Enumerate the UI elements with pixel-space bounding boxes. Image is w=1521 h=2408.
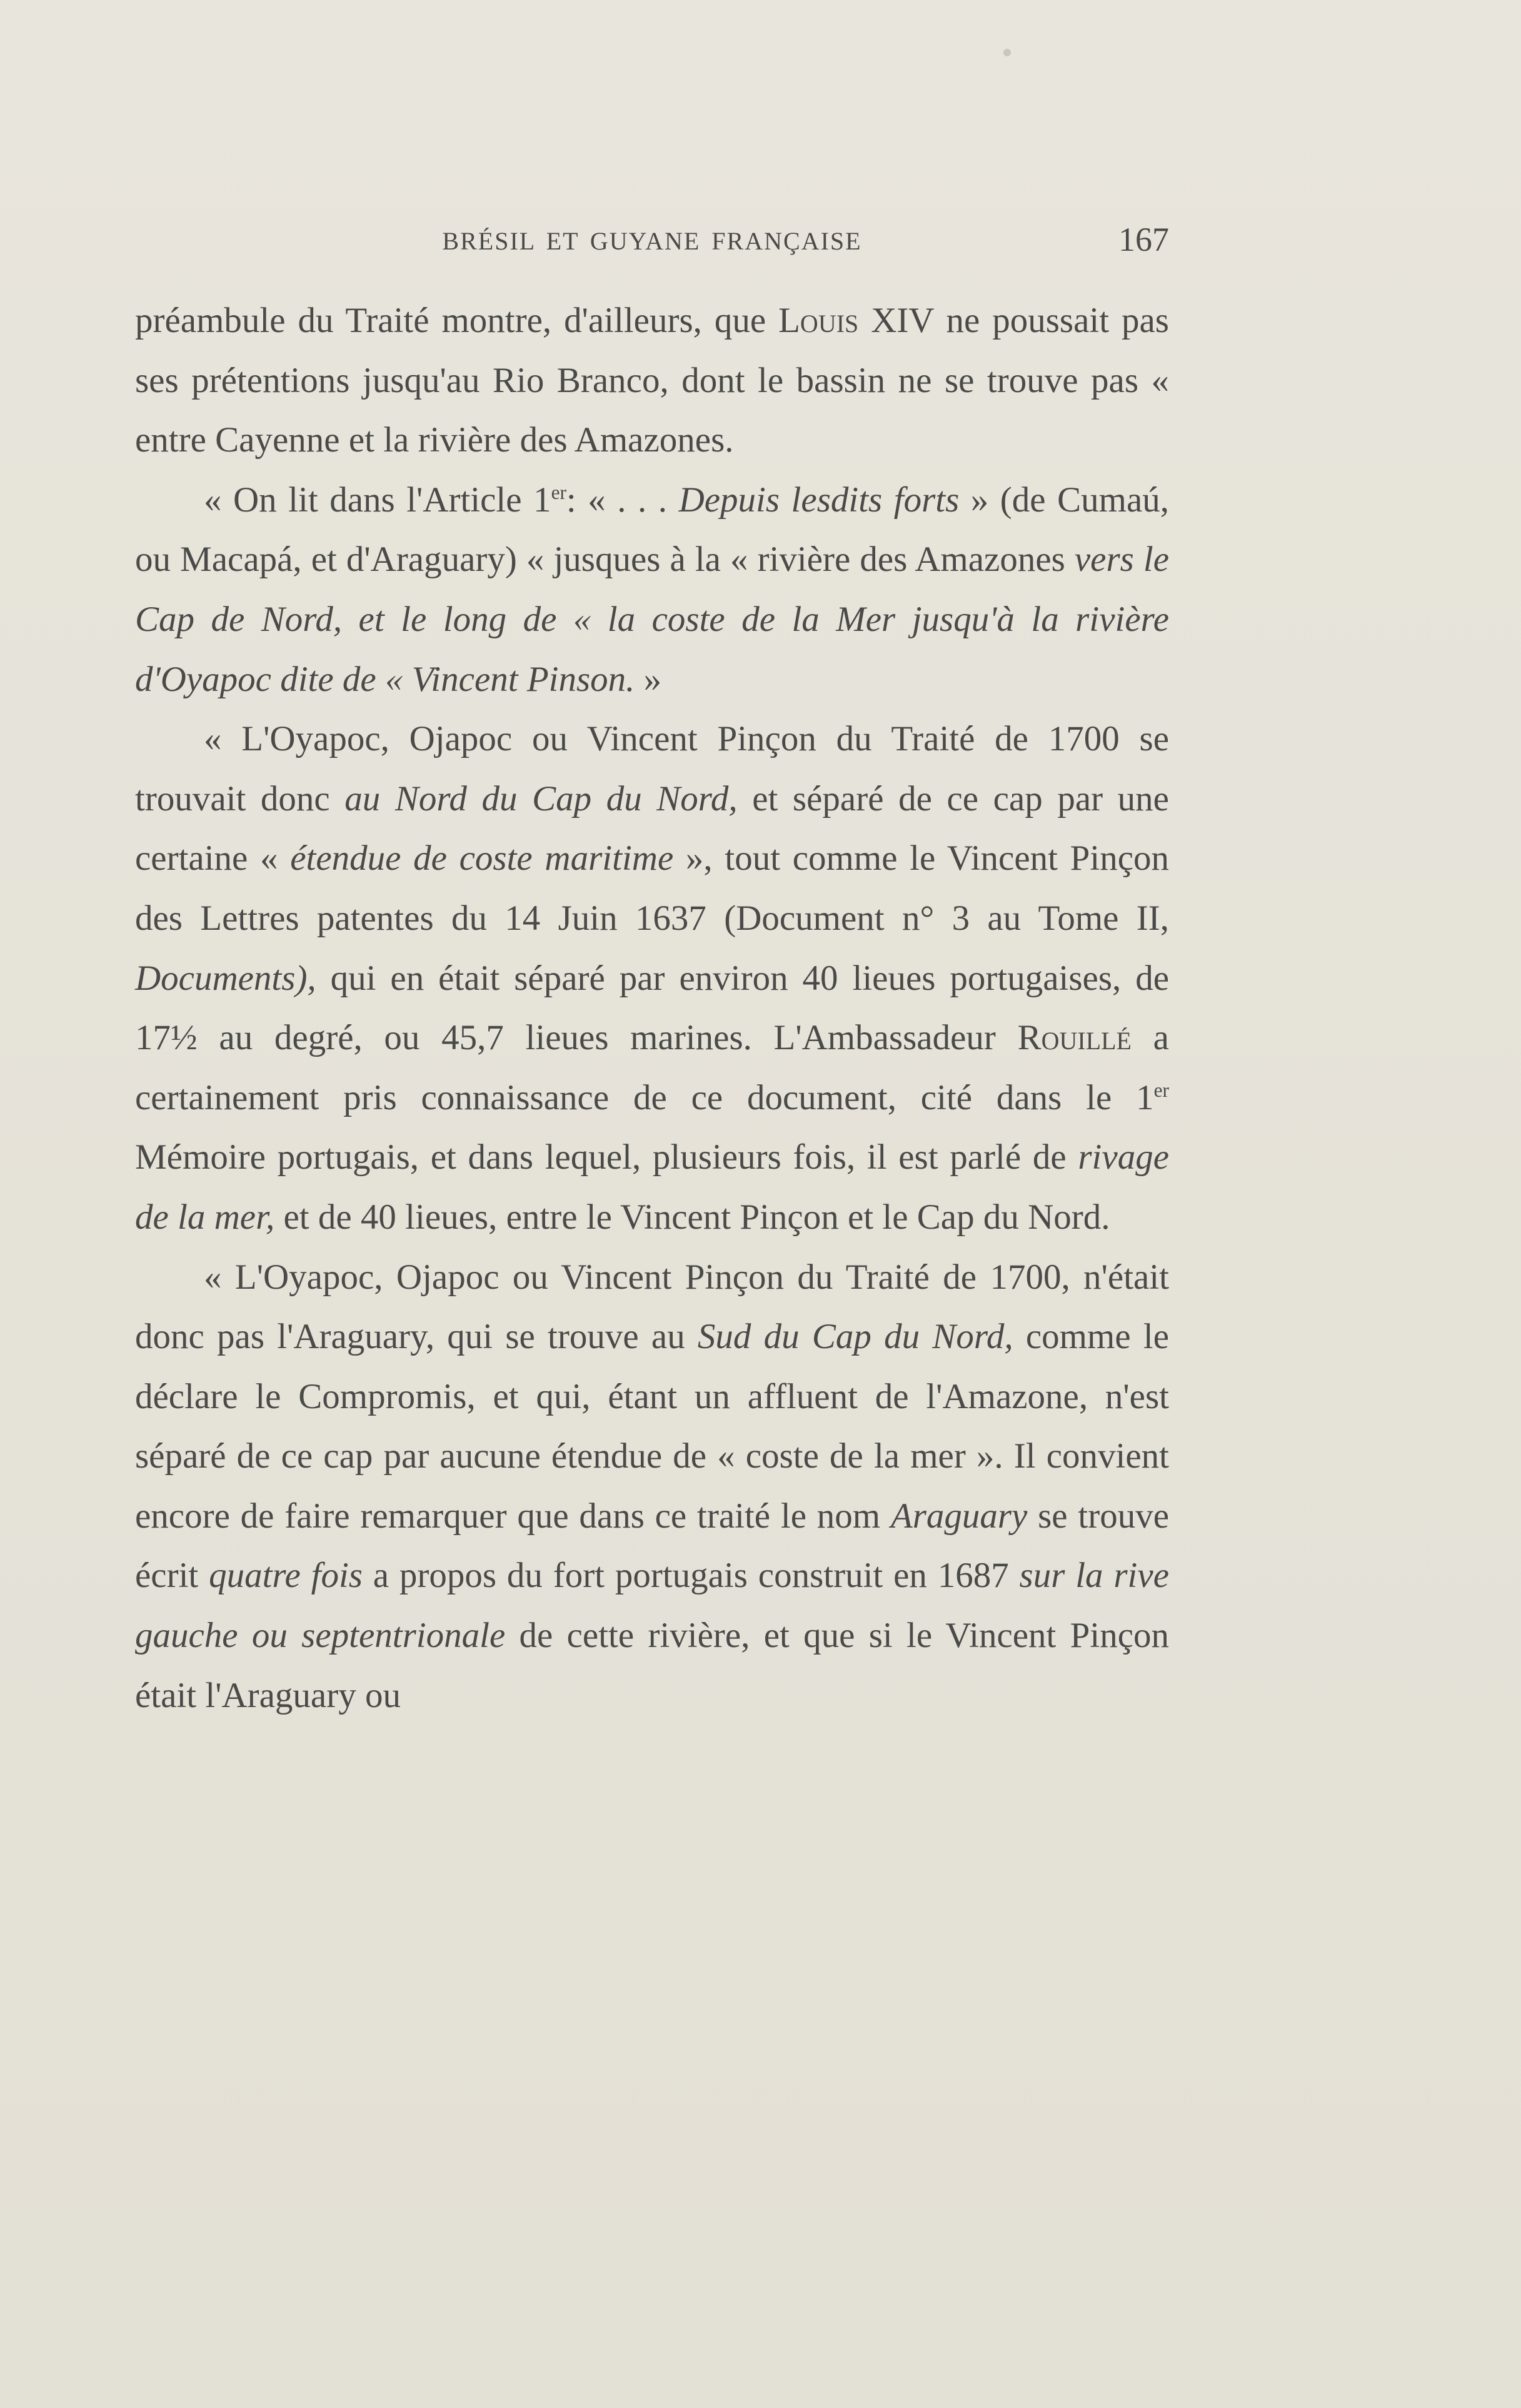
text-run: préambule du Traité montre, d'ailleurs, que [135,301,779,340]
italic-run: sur la rive gauche ou septentrionale [135,1556,1169,1656]
paragraph-4 [135,1247,1169,1726]
text-run: se trouve écrit [135,1496,1169,1596]
italic-run: au Nord du Cap du Nord, [344,778,738,819]
italic-run: Sud du Cap du Nord, [697,1317,1013,1357]
paragraph-2 [135,470,1169,709]
paragraph-1 [135,291,1169,470]
text-run: et de 40 lieues, entre le Vincent Pinçon et le Cap du Nord. [274,1197,1110,1237]
text-run: « L'Oyapoc, Ojapoc ou Vincent Pinçon du Traité de 1700 se trouvait donc [135,719,1169,819]
text-run: de cette rivière, et que si le Vincent Pinçon était l'Araguary ou [135,1616,1169,1715]
paragraph-3 [135,709,1169,1247]
italic-run: Documents), [135,958,316,998]
name-louis: Louis [778,301,859,340]
text-run: XIV ne poussait pas ses prétentions jusqu'au Rio Branco, dont le bassin ne se trouve pas « entre Cayenne et la rivière des Amazones. [135,301,1169,460]
name-rouille: Rouillé [1017,1018,1132,1058]
italic-run: quatre fois [209,1556,363,1596]
italic-run: vers le Cap de Nord, et le long de « la coste de la Mer jusqu'à la rivière d'Oyapoc dite de « Vincent Pinson. [135,540,1170,699]
text-run: Mémoire portugais, et dans lequel, plusieurs fois, il est parlé de [135,1137,1078,1177]
text-run: et séparé de ce cap par une certaine « [135,778,1169,879]
text-run: a certainement pris connaissance de ce document, cité dans le 1 [135,1018,1169,1117]
italic-run: Depuis lesdits forts [678,480,960,520]
running-header [135,220,1169,264]
italic-run: rivage de la mer, [135,1137,1169,1237]
superscript: er [551,481,566,503]
body-text [135,291,1169,1725]
page-number: 167 [1118,221,1169,258]
running-title: BRÉSIL ET GUYANE FRANÇAISE [442,227,862,255]
text-run: : « . . . [566,480,679,520]
text-run: « L'Oyapoc, Ojapoc ou Vincent Pinçon du Traité de 1700, n'était donc pas l'Araguary, qui se trouve au [135,1257,1169,1357]
text-run: comme le déclare le Compromis, et qui, étant un affluent de l'Amazone, n'est séparé de ce cap par aucune étendue de « coste de la mer ». Il convient encore de faire remarquer que dans ce traité le nom [135,1317,1169,1536]
paper-speck [1003,49,1011,56]
italic-run: étendue de coste maritime [290,839,674,879]
text-run: a propos du fort portugais construit en 1687 [362,1556,1020,1596]
italic-run: Araguary [890,1496,1028,1536]
text-run: » [635,659,662,699]
superscript: er [1153,1079,1169,1101]
text-run: « On lit dans l'Article 1 [204,480,551,520]
text-run: », tout comme le Vincent Pinçon des Lettres patentes du 14 Juin 1637 (Document n° 3 au Tome II, [135,839,1169,938]
text-run: » (de Cumaú, ou Macapá, et d'Araguary) « jusques à la « rivière des Amazones [135,480,1169,580]
text-run: qui en était séparé par environ 40 lieues portugaises, de 17½ au degré, ou 45,7 lieues marines. L'Ambassadeur [135,958,1169,1058]
